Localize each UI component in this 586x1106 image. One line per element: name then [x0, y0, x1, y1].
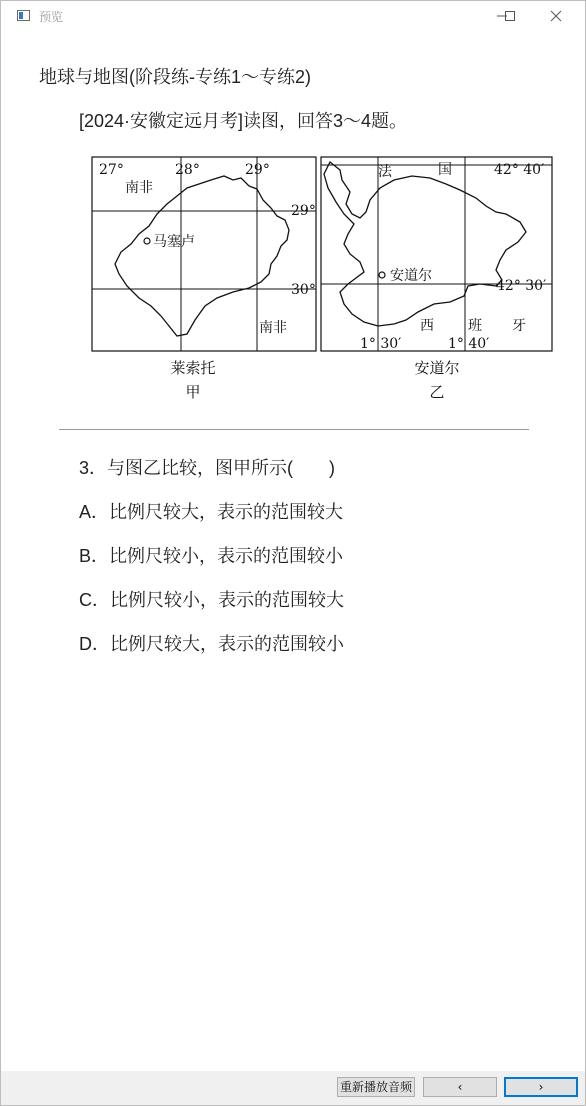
maximize-button[interactable] [487, 1, 533, 31]
section-heading: 地球与地图(阶段练-专练1～专练2) [39, 67, 312, 87]
lat-label-30: 30° [291, 282, 316, 298]
bottom-toolbar [1, 1071, 585, 1105]
map-lesotho [92, 157, 316, 351]
window-title: 预览 [39, 10, 64, 24]
option-d[interactable]: D．比例尺较大，表示的范围较小 [79, 634, 344, 654]
label-spain-2: 班 [468, 318, 482, 334]
lat-label-42-30: 42° 30′ [496, 278, 547, 294]
caption-map-b-name: 安道尔 [414, 359, 460, 377]
close-icon [550, 10, 562, 22]
question-intro: [2024·安徽定远月考]读图，回答3～4题。 [79, 111, 408, 131]
label-maseru: 马塞卢 [153, 234, 195, 250]
lat-label-42-40: 42° 40′ [494, 162, 545, 178]
option-a[interactable]: A．比例尺较大，表示的范围较大 [79, 502, 344, 522]
option-b[interactable]: B．比例尺较小，表示的范围较小 [79, 546, 344, 566]
label-south-africa-se: 南非 [259, 320, 287, 336]
lat-label-29: 29° [291, 203, 316, 219]
caption-map-b-letter: 乙 [429, 383, 445, 401]
label-france-2: 国 [438, 162, 452, 178]
label-andorra-la-vella: 安道尔 [390, 268, 432, 284]
caption-map-a-letter: 甲 [185, 383, 201, 401]
label-france-1: 法 [378, 164, 392, 180]
option-c[interactable]: C．比例尺较小，表示的范围较大 [79, 590, 344, 610]
lon-label-1-30: 1° 30′ [360, 336, 402, 352]
title-bar [1, 1, 585, 31]
previous-button[interactable]: ‹ [423, 1077, 497, 1097]
map-andorra [321, 157, 552, 352]
label-spain-3: 牙 [512, 318, 526, 334]
divider [59, 429, 529, 430]
close-button[interactable] [533, 1, 579, 31]
lon-label-28: 28° [175, 162, 200, 178]
lon-label-27: 27° [99, 162, 124, 178]
replay-audio-button[interactable]: 重新播放音频 [337, 1077, 415, 1097]
maximize-icon [504, 10, 516, 22]
lon-label-1-40: 1° 40′ [448, 336, 490, 352]
map-figure [91, 156, 556, 356]
question-stem: 3．与图乙比较，图甲所示( ) [79, 458, 335, 478]
next-button[interactable]: › [504, 1077, 578, 1097]
label-spain-1: 西 [420, 318, 434, 334]
lon-label-29: 29° [245, 162, 270, 178]
slide-content [9, 31, 579, 1071]
preview-window-icon [17, 10, 30, 21]
label-south-africa-nw: 南非 [125, 180, 153, 196]
caption-map-a-name: 莱索托 [170, 359, 216, 377]
